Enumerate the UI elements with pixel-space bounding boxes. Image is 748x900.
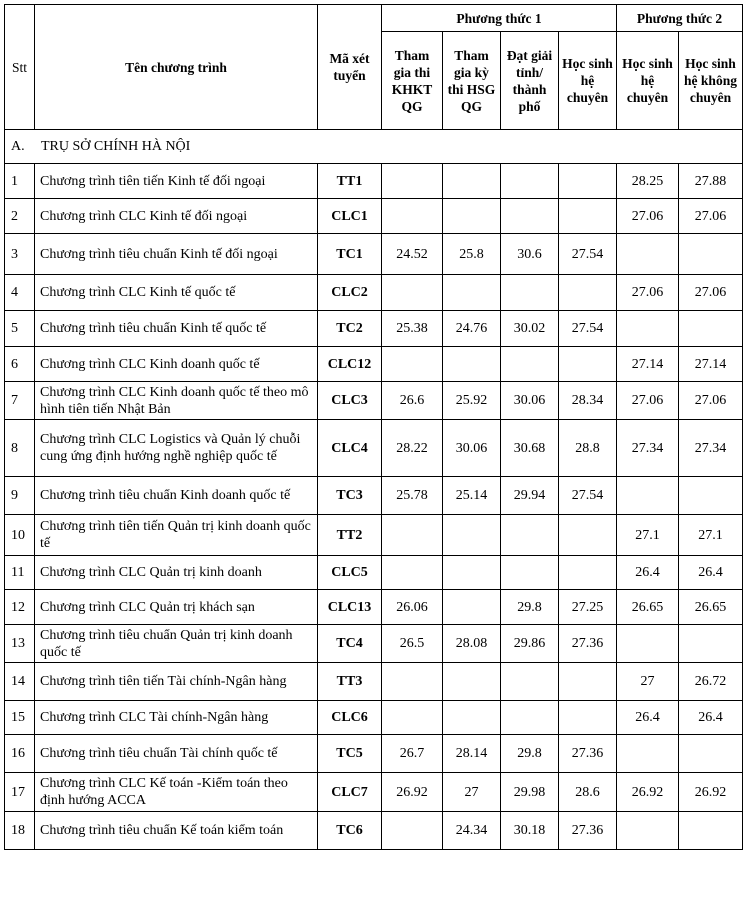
row-m2-chuyen-score <box>617 812 679 850</box>
row-m2-khong-chuyen-score: 27.14 <box>679 347 743 382</box>
row-code: TT1 <box>318 164 382 199</box>
row-khkt-score <box>382 275 443 311</box>
row-award-score: 30.18 <box>501 812 559 850</box>
header-m1-hsg: Tham gia kỳ thi HSG QG <box>443 32 501 130</box>
section-row <box>5 130 743 164</box>
row-hsg-score: 24.34 <box>443 812 501 850</box>
header-program: Tên chương trình <box>35 5 318 130</box>
row-m2-chuyen-score: 27.06 <box>617 382 679 420</box>
row-code: TC4 <box>318 625 382 663</box>
row-m1-chuyen-score <box>559 556 617 590</box>
row-code: CLC6 <box>318 701 382 735</box>
row-stt: 5 <box>5 311 35 347</box>
row-khkt-score: 26.7 <box>382 735 443 773</box>
row-program-name: Chương trình tiên tiến Kinh tế đối ngoại <box>35 164 318 199</box>
row-award-score <box>501 347 559 382</box>
row-program-name: Chương trình tiêu chuẩn Quản trị kinh doanh quốc tế <box>35 625 318 663</box>
row-hsg-score <box>443 701 501 735</box>
row-hsg-score: 30.06 <box>443 420 501 477</box>
table-row <box>5 556 743 590</box>
row-m2-chuyen-score: 27.1 <box>617 515 679 556</box>
row-m1-chuyen-score <box>559 663 617 701</box>
row-khkt-score <box>382 347 443 382</box>
row-program-name: Chương trình tiên tiến Tài chính-Ngân hàng <box>35 663 318 701</box>
admission-scores-table <box>4 4 743 850</box>
header-stt: Stt <box>5 5 35 130</box>
row-m2-khong-chuyen-score <box>679 477 743 515</box>
row-stt: 1 <box>5 164 35 199</box>
table-row <box>5 625 743 663</box>
row-stt: 14 <box>5 663 35 701</box>
row-m2-khong-chuyen-score: 27.06 <box>679 275 743 311</box>
row-m1-chuyen-score <box>559 347 617 382</box>
row-stt: 3 <box>5 234 35 275</box>
row-m2-chuyen-score: 27 <box>617 663 679 701</box>
row-program-name: Chương trình CLC Kinh tế quốc tế <box>35 275 318 311</box>
row-stt: 15 <box>5 701 35 735</box>
table-row <box>5 311 743 347</box>
row-m2-chuyen-score: 26.4 <box>617 701 679 735</box>
table-row <box>5 735 743 773</box>
row-m1-chuyen-score <box>559 164 617 199</box>
row-m2-khong-chuyen-score <box>679 625 743 663</box>
row-hsg-score <box>443 199 501 234</box>
row-award-score <box>501 199 559 234</box>
row-stt: 4 <box>5 275 35 311</box>
row-code: TC2 <box>318 311 382 347</box>
row-award-score: 30.6 <box>501 234 559 275</box>
row-m1-chuyen-score <box>559 275 617 311</box>
table-row <box>5 663 743 701</box>
row-award-score: 29.8 <box>501 590 559 625</box>
table-row <box>5 347 743 382</box>
row-khkt-score: 26.06 <box>382 590 443 625</box>
row-m2-khong-chuyen-score: 27.06 <box>679 199 743 234</box>
row-m2-khong-chuyen-score <box>679 311 743 347</box>
row-hsg-score: 27 <box>443 773 501 812</box>
row-m2-khong-chuyen-score: 27.88 <box>679 164 743 199</box>
row-hsg-score: 25.14 <box>443 477 501 515</box>
table-row <box>5 382 743 420</box>
row-stt: 10 <box>5 515 35 556</box>
row-award-score: 30.68 <box>501 420 559 477</box>
row-khkt-score <box>382 663 443 701</box>
row-award-score <box>501 701 559 735</box>
row-m2-khong-chuyen-score: 26.4 <box>679 556 743 590</box>
row-code: CLC4 <box>318 420 382 477</box>
row-award-score <box>501 164 559 199</box>
row-hsg-score: 28.08 <box>443 625 501 663</box>
table-row <box>5 477 743 515</box>
row-m2-khong-chuyen-score <box>679 812 743 850</box>
row-m2-chuyen-score: 27.34 <box>617 420 679 477</box>
table-row <box>5 701 743 735</box>
row-code: TC5 <box>318 735 382 773</box>
row-m2-chuyen-score: 27.06 <box>617 199 679 234</box>
table-row <box>5 199 743 234</box>
row-m2-khong-chuyen-score: 26.92 <box>679 773 743 812</box>
row-program-name: Chương trình CLC Quản trị kinh doanh <box>35 556 318 590</box>
row-program-name: Chương trình CLC Kinh doanh quốc tế <box>35 347 318 382</box>
row-program-name: Chương trình tiêu chuẩn Tài chính quốc tế <box>35 735 318 773</box>
row-hsg-score <box>443 164 501 199</box>
row-hsg-score: 25.8 <box>443 234 501 275</box>
row-khkt-score: 26.5 <box>382 625 443 663</box>
row-m2-khong-chuyen-score: 27.34 <box>679 420 743 477</box>
row-khkt-score: 25.78 <box>382 477 443 515</box>
table-row <box>5 164 743 199</box>
header-m2-khong-chuyen: Học sinh hệ không chuyên <box>679 32 743 130</box>
row-m2-chuyen-score <box>617 735 679 773</box>
row-m2-chuyen-score: 26.65 <box>617 590 679 625</box>
row-code: CLC13 <box>318 590 382 625</box>
row-program-name: Chương trình tiên tiến Quản trị kinh doanh quốc tế <box>35 515 318 556</box>
row-m2-khong-chuyen-score: 26.4 <box>679 701 743 735</box>
row-stt: 9 <box>5 477 35 515</box>
header-m1-khkt: Tham gia thi KHKT QG <box>382 32 443 130</box>
row-award-score <box>501 275 559 311</box>
row-m2-chuyen-score: 27.14 <box>617 347 679 382</box>
row-program-name: Chương trình CLC Kinh doanh quốc tế theo mô hình tiên tiến Nhật Bản <box>35 382 318 420</box>
row-m2-chuyen-score: 28.25 <box>617 164 679 199</box>
row-khkt-score: 25.38 <box>382 311 443 347</box>
row-award-score <box>501 556 559 590</box>
row-code: CLC3 <box>318 382 382 420</box>
row-stt: 12 <box>5 590 35 625</box>
section-letter: A. <box>11 139 25 154</box>
row-code: CLC1 <box>318 199 382 234</box>
row-m1-chuyen-score <box>559 515 617 556</box>
row-hsg-score <box>443 556 501 590</box>
header-method-1: Phương thức 1 <box>382 5 617 32</box>
header-method-2: Phương thức 2 <box>617 5 743 32</box>
row-khkt-score <box>382 199 443 234</box>
section-heading <box>5 130 743 164</box>
row-khkt-score <box>382 164 443 199</box>
table-row <box>5 275 743 311</box>
section-title: TRỤ SỞ CHÍNH HÀ NỘI <box>41 139 191 154</box>
row-program-name: Chương trình CLC Kế toán -Kiểm toán theo định hướng ACCA <box>35 773 318 812</box>
row-stt: 18 <box>5 812 35 850</box>
row-code: CLC5 <box>318 556 382 590</box>
row-award-score: 29.8 <box>501 735 559 773</box>
row-m1-chuyen-score: 27.54 <box>559 477 617 515</box>
row-code: TC6 <box>318 812 382 850</box>
row-m2-chuyen-score <box>617 477 679 515</box>
table-row <box>5 515 743 556</box>
row-award-score: 30.02 <box>501 311 559 347</box>
row-award-score: 29.98 <box>501 773 559 812</box>
row-code: CLC2 <box>318 275 382 311</box>
row-stt: 7 <box>5 382 35 420</box>
row-program-name: Chương trình tiêu chuẩn Kinh tế đối ngoại <box>35 234 318 275</box>
row-m1-chuyen-score: 27.36 <box>559 735 617 773</box>
row-m1-chuyen-score: 27.36 <box>559 625 617 663</box>
row-m2-chuyen-score <box>617 625 679 663</box>
row-stt: 11 <box>5 556 35 590</box>
table-row <box>5 234 743 275</box>
row-program-name: Chương trình CLC Logistics và Quản lý chuỗi cung ứng định hướng nghề nghiệp quốc tế <box>35 420 318 477</box>
table-row <box>5 773 743 812</box>
row-hsg-score <box>443 347 501 382</box>
row-m2-khong-chuyen-score: 26.72 <box>679 663 743 701</box>
header-m1-chuyen: Học sinh hệ chuyên <box>559 32 617 130</box>
row-m2-khong-chuyen-score: 27.1 <box>679 515 743 556</box>
row-hsg-score: 24.76 <box>443 311 501 347</box>
row-m2-chuyen-score: 26.92 <box>617 773 679 812</box>
row-m1-chuyen-score <box>559 701 617 735</box>
row-m2-chuyen-score <box>617 234 679 275</box>
row-khkt-score: 28.22 <box>382 420 443 477</box>
row-khkt-score <box>382 812 443 850</box>
row-hsg-score: 28.14 <box>443 735 501 773</box>
row-award-score: 29.86 <box>501 625 559 663</box>
row-program-name: Chương trình tiêu chuẩn Kinh tế quốc tế <box>35 311 318 347</box>
row-m1-chuyen-score: 28.6 <box>559 773 617 812</box>
row-hsg-score <box>443 515 501 556</box>
row-khkt-score <box>382 556 443 590</box>
row-stt: 17 <box>5 773 35 812</box>
row-stt: 8 <box>5 420 35 477</box>
row-m2-khong-chuyen-score <box>679 234 743 275</box>
table-row <box>5 420 743 477</box>
row-m1-chuyen-score: 28.8 <box>559 420 617 477</box>
header-m2-chuyen: Học sinh hệ chuyên <box>617 32 679 130</box>
row-code: CLC12 <box>318 347 382 382</box>
row-stt: 6 <box>5 347 35 382</box>
row-khkt-score: 24.52 <box>382 234 443 275</box>
table-body <box>5 130 743 850</box>
row-m2-khong-chuyen-score <box>679 735 743 773</box>
row-code: TC1 <box>318 234 382 275</box>
row-program-name: Chương trình CLC Tài chính-Ngân hàng <box>35 701 318 735</box>
header-row-1 <box>5 5 743 32</box>
header-m1-giai: Đạt giải tỉnh/ thành phố <box>501 32 559 130</box>
row-khkt-score: 26.92 <box>382 773 443 812</box>
row-m2-chuyen-score: 26.4 <box>617 556 679 590</box>
table-row <box>5 812 743 850</box>
row-code: TT3 <box>318 663 382 701</box>
row-code: TT2 <box>318 515 382 556</box>
row-stt: 2 <box>5 199 35 234</box>
row-stt: 13 <box>5 625 35 663</box>
row-program-name: Chương trình CLC Quản trị khách sạn <box>35 590 318 625</box>
row-hsg-score <box>443 275 501 311</box>
row-khkt-score: 26.6 <box>382 382 443 420</box>
header-code: Mã xét tuyển <box>318 5 382 130</box>
row-m1-chuyen-score: 27.25 <box>559 590 617 625</box>
row-m1-chuyen-score: 27.54 <box>559 311 617 347</box>
row-m2-chuyen-score: 27.06 <box>617 275 679 311</box>
row-award-score: 30.06 <box>501 382 559 420</box>
row-award-score <box>501 663 559 701</box>
row-hsg-score <box>443 590 501 625</box>
row-m2-khong-chuyen-score: 27.06 <box>679 382 743 420</box>
row-program-name: Chương trình tiêu chuẩn Kế toán kiểm toán <box>35 812 318 850</box>
row-stt: 16 <box>5 735 35 773</box>
table-row <box>5 590 743 625</box>
row-m2-chuyen-score <box>617 311 679 347</box>
row-khkt-score <box>382 701 443 735</box>
row-m1-chuyen-score: 27.36 <box>559 812 617 850</box>
row-award-score <box>501 515 559 556</box>
row-program-name: Chương trình CLC Kinh tế đối ngoại <box>35 199 318 234</box>
row-m1-chuyen-score <box>559 199 617 234</box>
row-program-name: Chương trình tiêu chuẩn Kinh doanh quốc tế <box>35 477 318 515</box>
row-m1-chuyen-score: 27.54 <box>559 234 617 275</box>
row-m2-khong-chuyen-score: 26.65 <box>679 590 743 625</box>
row-award-score: 29.94 <box>501 477 559 515</box>
row-hsg-score: 25.92 <box>443 382 501 420</box>
row-hsg-score <box>443 663 501 701</box>
row-khkt-score <box>382 515 443 556</box>
row-code: TC3 <box>318 477 382 515</box>
row-code: CLC7 <box>318 773 382 812</box>
row-m1-chuyen-score: 28.34 <box>559 382 617 420</box>
